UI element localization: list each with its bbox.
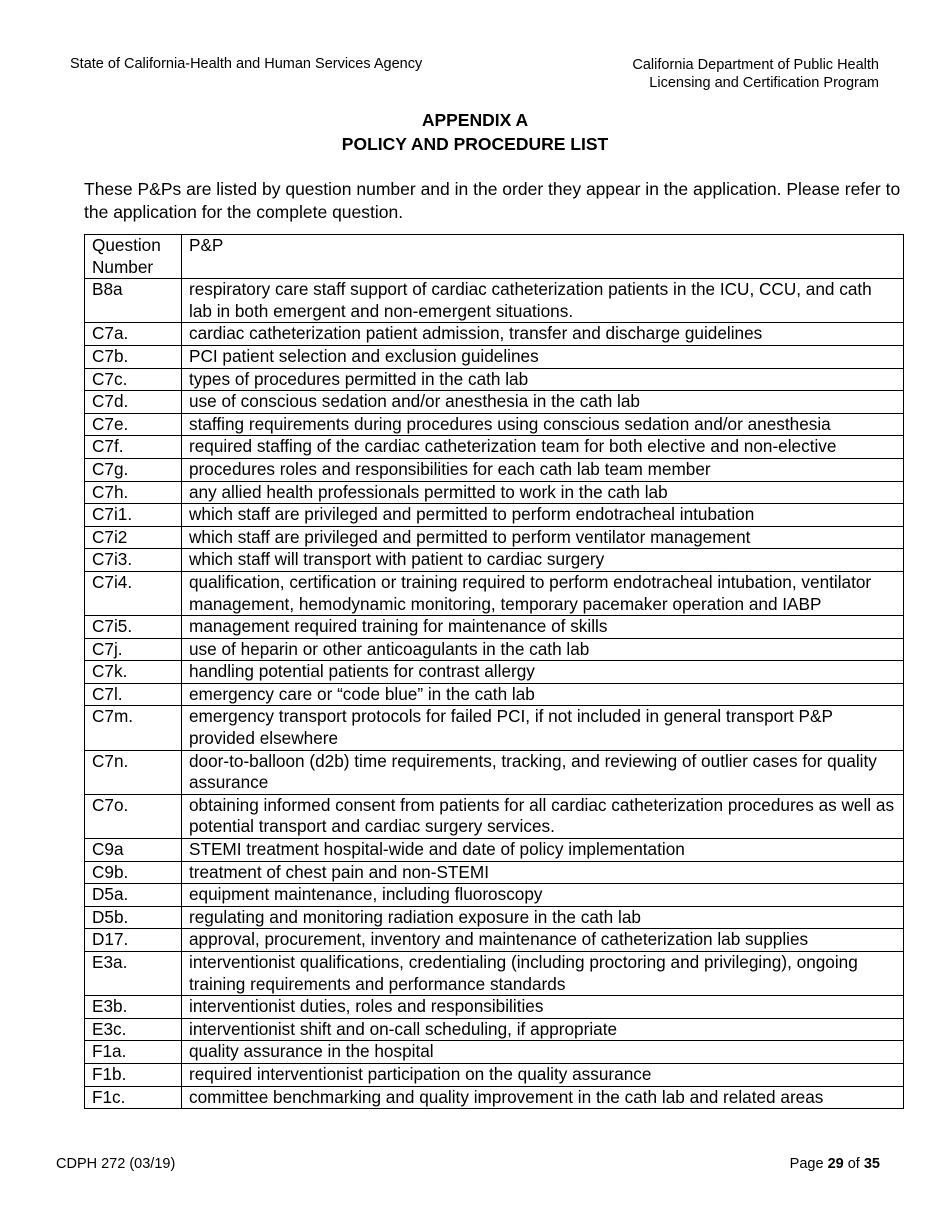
question-number-cell: C7e. [85,413,182,436]
pp-description-cell: equipment maintenance, including fluoroscopy [182,884,904,907]
table-row [85,436,904,459]
pp-description-cell: obtaining informed consent from patients for all cardiac catheterization procedures as well as potential transport and cardiac surgery services. [182,794,904,838]
table-row [85,458,904,481]
pp-description-cell: which staff are privileged and permitted to perform ventilator management [182,526,904,549]
pp-description-cell: management required training for maintenance of skills [182,616,904,639]
table-header-row [85,235,904,279]
table-row [85,345,904,368]
page-of: of [847,1156,860,1172]
pp-description-cell: required staffing of the cardiac catheterization team for both elective and non-elective [182,436,904,459]
question-number-cell: C7i5. [85,616,182,639]
pp-description-cell: emergency care or “code blue” in the cath lab [182,683,904,706]
agency-name: State of California-Health and Human Services Agency [70,56,423,72]
table-row [85,616,904,639]
question-number-cell: C7i3. [85,549,182,572]
question-number-cell: F1b. [85,1063,182,1086]
policy-table [84,234,904,1109]
table-row [85,391,904,414]
table-row [85,1063,904,1086]
pp-description-cell: interventionist shift and on-call scheduling, if appropriate [182,1018,904,1041]
question-number-cell: B8a [85,279,182,323]
question-number-cell: F1a. [85,1041,182,1064]
page-current: 29 [827,1156,844,1172]
table-row [85,368,904,391]
pp-description-cell: qualification, certification or training required to perform endotracheal intubation, ventilator management, hemodynamic monitoring, temporary pacemaker operation and IABP [182,571,904,615]
table-row [85,279,904,323]
pp-description-cell: required interventionist participation on the quality assurance [182,1063,904,1086]
table-row [85,929,904,952]
question-number-cell: C9b. [85,861,182,884]
table-row [85,706,904,750]
pp-description-cell: committee benchmarking and quality improvement in the cath lab and related areas [182,1086,904,1109]
question-number-cell: E3b. [85,996,182,1019]
table-row [85,1018,904,1041]
page-title [0,108,950,156]
column-header-pp: P&P [182,235,904,279]
table-row [85,1086,904,1109]
department-line: California Department of Public Health [632,57,879,73]
question-number-cell: C7b. [85,345,182,368]
question-number-cell: C7o. [85,794,182,838]
appendix-title: APPENDIX A [421,110,529,130]
pp-description-cell: emergency transport protocols for failed PCI, if not included in general transport P&P provided elsewhere [182,706,904,750]
pp-description-cell: interventionist qualifications, credentialing (including proctoring and privileging), ongoing training requirements and performance standards [182,952,904,996]
program-line: Licensing and Certification Program [649,75,879,91]
page-number [790,1156,880,1172]
table-row [85,413,904,436]
question-number-cell: C7k. [85,661,182,684]
table-row [85,750,904,794]
pp-description-cell: use of conscious sedation and/or anesthesia in the cath lab [182,391,904,414]
question-number-cell: D5b. [85,906,182,929]
table-row [85,794,904,838]
question-number-cell: C7l. [85,683,182,706]
question-number-cell: C7d. [85,391,182,414]
table-row [85,323,904,346]
question-number-cell: E3a. [85,952,182,996]
pp-description-cell: interventionist duties, roles and responsibilities [182,996,904,1019]
table-row [85,638,904,661]
pp-description-cell: door-to-balloon (d2b) time requirements, tracking, and reviewing of outlier cases for quality assurance [182,750,904,794]
pp-description-cell: which staff are privileged and permitted to perform endotracheal intubation [182,504,904,527]
question-number-cell: C7c. [85,368,182,391]
intro-paragraph: These P&Ps are listed by question number and in the order they appear in the application. Please refer to the application for the complete question. [84,179,901,222]
table-row [85,683,904,706]
table-row [85,861,904,884]
pp-description-cell: staffing requirements during procedures using conscious sedation and/or anesthesia [182,413,904,436]
question-number-cell: C7j. [85,638,182,661]
question-number-cell: E3c. [85,1018,182,1041]
question-number-cell: C7a. [85,323,182,346]
question-number-cell: D5a. [85,884,182,907]
table-row [85,549,904,572]
pp-description-cell: quality assurance in the hospital [182,1041,904,1064]
question-number-cell: D17. [85,929,182,952]
pp-description-cell: handling potential patients for contrast allergy [182,661,904,684]
pp-description-cell: which staff will transport with patient to cardiac surgery [182,549,904,572]
list-title: POLICY AND PROCEDURE LIST [341,134,609,154]
question-number-cell: C7g. [85,458,182,481]
page-prefix: Page [789,1156,824,1172]
pp-description-cell: any allied health professionals permitted to work in the cath lab [182,481,904,504]
pp-description-cell: treatment of chest pain and non-STEMI [182,861,904,884]
table-row [85,952,904,996]
question-number-cell: C9a [85,839,182,862]
question-number-cell: C7i1. [85,504,182,527]
department-name [632,56,879,92]
question-number-cell: C7m. [85,706,182,750]
table-row [85,884,904,907]
pp-description-cell: approval, procurement, inventory and maintenance of catheterization lab supplies [182,929,904,952]
table-row [85,481,904,504]
pp-description-cell: types of procedures permitted in the cath lab [182,368,904,391]
table-row [85,526,904,549]
table-row [85,661,904,684]
table-row [85,996,904,1019]
question-number-cell: C7i4. [85,571,182,615]
column-header-question: Question Number [85,235,182,279]
form-number: CDPH 272 (03/19) [56,1156,176,1172]
table-row [85,1041,904,1064]
table-row [85,571,904,615]
table-row [85,504,904,527]
question-number-cell: C7n. [85,750,182,794]
pp-description-cell: use of heparin or other anticoagulants in the cath lab [182,638,904,661]
table-row [85,906,904,929]
pp-description-cell: regulating and monitoring radiation exposure in the cath lab [182,906,904,929]
pp-description-cell: procedures roles and responsibilities for each cath lab team member [182,458,904,481]
pp-description-cell: PCI patient selection and exclusion guidelines [182,345,904,368]
pp-description-cell: respiratory care staff support of cardiac catheterization patients in the ICU, CCU, and cath lab in both emergent and non-emergent situations. [182,279,904,323]
table-row [85,839,904,862]
question-number-cell: F1c. [85,1086,182,1109]
question-number-cell: C7h. [85,481,182,504]
pp-description-cell: cardiac catheterization patient admission, transfer and discharge guidelines [182,323,904,346]
page-total: 35 [863,1156,880,1172]
question-number-cell: C7f. [85,436,182,459]
question-number-cell: C7i2 [85,526,182,549]
pp-description-cell: STEMI treatment hospital-wide and date of policy implementation [182,839,904,862]
